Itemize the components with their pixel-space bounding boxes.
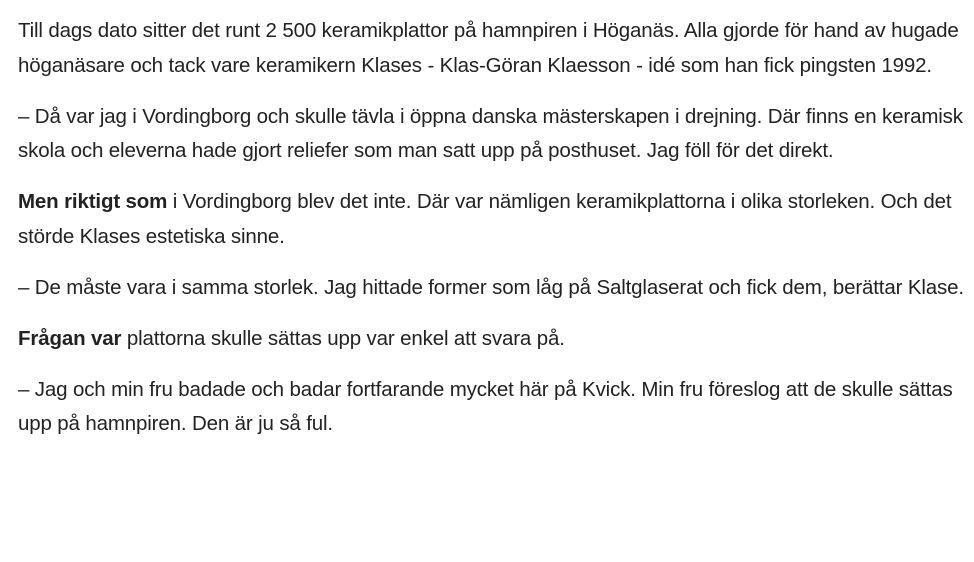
paragraph-5-lead-in: Frågan var (18, 326, 122, 350)
article-body (18, 14, 970, 458)
paragraph-2-text: – Då var jag i Vordingborg och skulle tävla i öppna danska mästerskapen i drejning. Där finns en keramisk skola och eleverna hade gjort reliefer som man satt upp på posthuset. Jag föll för det direkt. (18, 104, 963, 162)
paragraph-6 (18, 373, 970, 442)
paragraph-5-text: plattorna skulle sättas upp var enkel att svara på. (121, 326, 565, 350)
paragraph-4-text: – De måste vara i samma storlek. Jag hittade former som låg på Saltglaserat och fick dem, berättar Klase. (18, 275, 964, 299)
paragraph-3-lead-in: Men riktigt som (18, 190, 168, 213)
paragraph-6-text: – Jag och min fru badade och badar fortfarande mycket här på Kvick. Min fru föreslog att de skulle sättas upp på hamnpiren. Den är ju så ful. (18, 377, 953, 435)
paragraph-3 (18, 185, 970, 254)
paragraph-3-text: i Vordingborg blev det inte. Där var nämligen keramikplattorna i olika storleken. Och det störde Klases estetiska sinne. (18, 190, 952, 248)
paragraph-5 (18, 322, 970, 357)
paragraph-2 (18, 100, 970, 169)
paragraph-4 (18, 271, 970, 306)
paragraph-1-text: Till dags dato sitter det runt 2 500 keramikplattor på hamnpiren i Höganäs. Alla gjorde för hand av hugade höganäsare och tack vare keramikern Klases - Klas-Göran Klaesson - idé som han fick pingsten 1992. (18, 19, 959, 77)
paragraph-1 (18, 14, 970, 83)
